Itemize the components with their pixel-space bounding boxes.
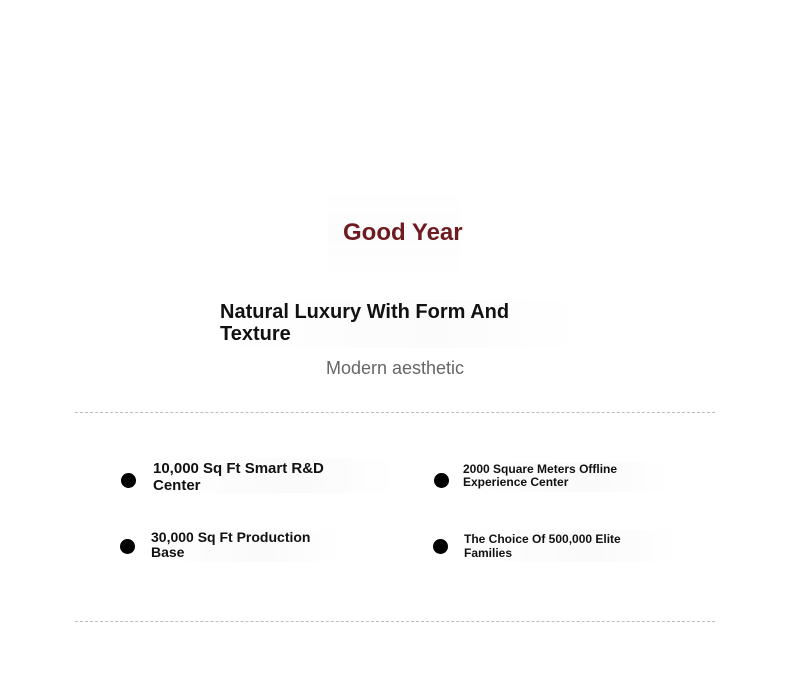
bullet-icon xyxy=(120,539,135,554)
feature-label: 2000 Square Meters Offline Experience Center xyxy=(463,462,618,489)
bullet-icon xyxy=(434,473,449,488)
bullet-icon xyxy=(433,539,448,554)
brand-title: Good Year xyxy=(343,219,463,246)
feature-label: The Choice Of 500,000 Elite Families xyxy=(464,532,621,560)
bullet-icon xyxy=(121,473,136,488)
divider-bottom xyxy=(75,621,715,622)
feature-label: 30,000 Sq Ft Production Base xyxy=(151,529,311,560)
subtitle: Modern aesthetic xyxy=(325,358,465,378)
divider-top xyxy=(75,412,715,413)
feature-label: 10,000 Sq Ft Smart R&D Center xyxy=(153,460,324,494)
headline: Natural Luxury With Form And Texture xyxy=(220,301,510,345)
